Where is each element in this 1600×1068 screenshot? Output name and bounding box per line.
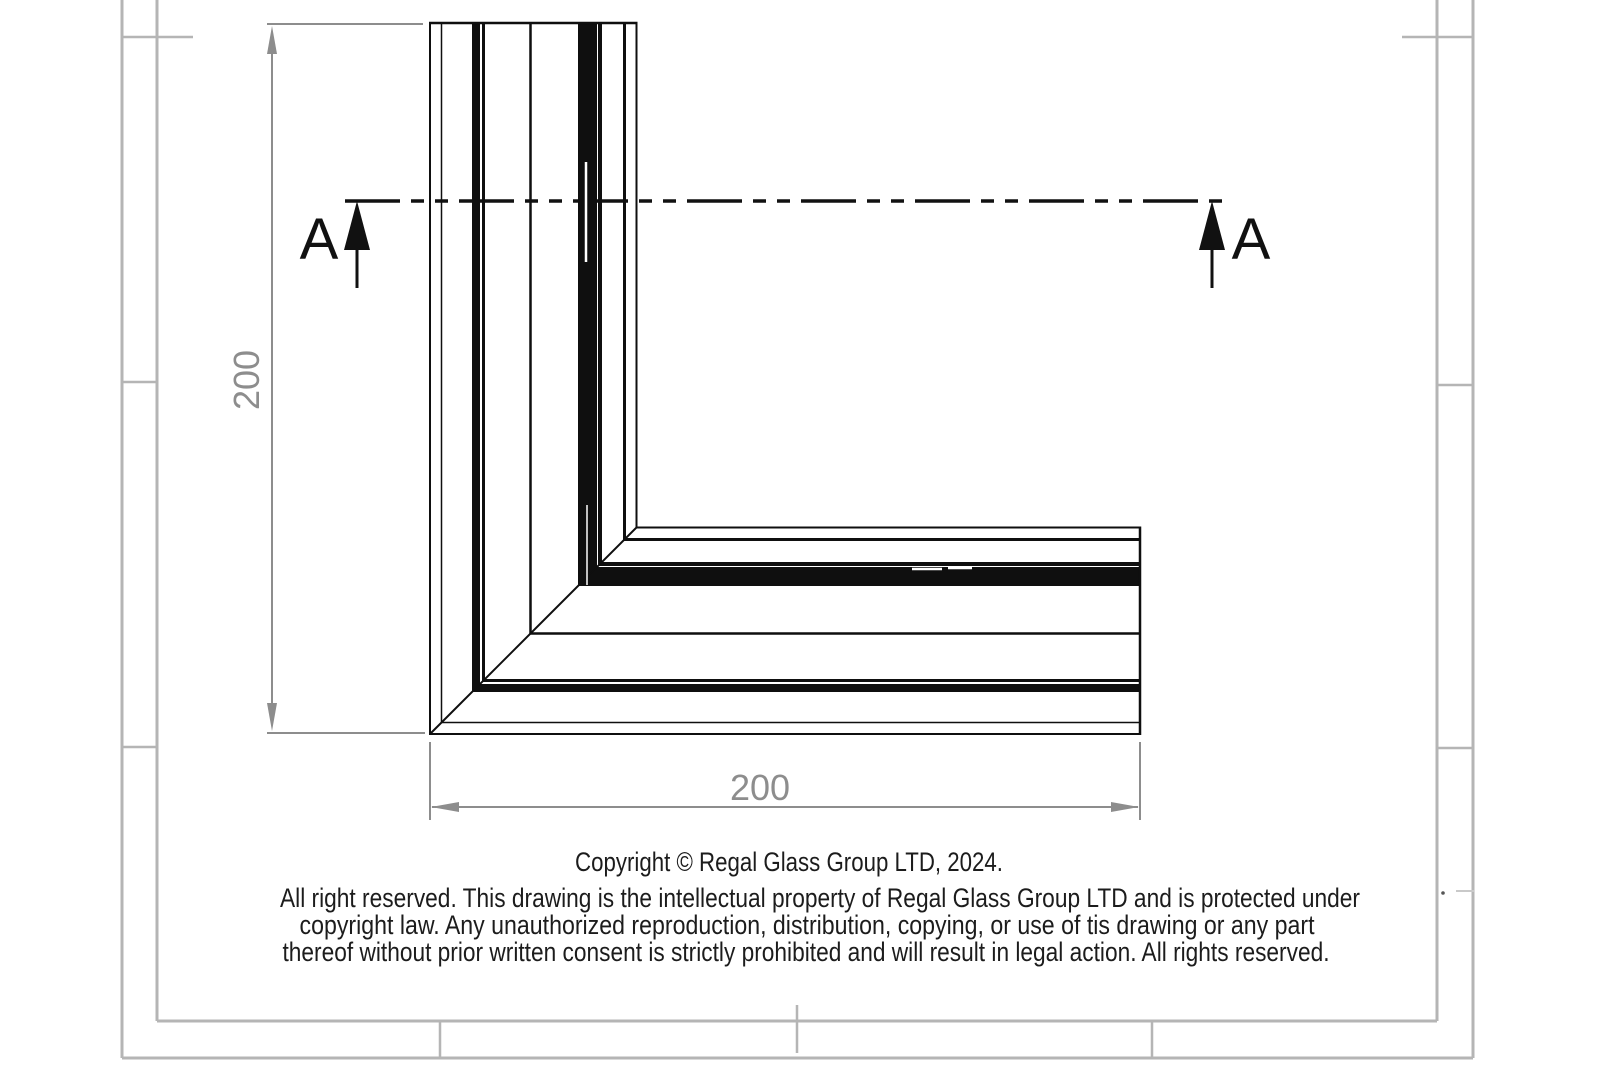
section-label: A (299, 207, 339, 272)
profile-contour-line (600, 23, 1140, 564)
miter-joint-line (430, 528, 637, 735)
section-marker-right (1199, 201, 1271, 288)
print-speck (1441, 891, 1445, 895)
copyright-line-4: thereof without prior written consent is strictly prohibited and will result in legal action. All rights reserved. (282, 937, 1330, 967)
dimension-arrow-down (267, 703, 277, 731)
section-arrow-head (344, 201, 370, 250)
vertical-dimension (226, 24, 425, 733)
dimension-arrow-right (1111, 802, 1139, 812)
section-label: A (1231, 207, 1271, 272)
section-arrow-head (1199, 201, 1225, 250)
section-marker-left (300, 201, 370, 288)
profile-contour-line (625, 23, 1141, 540)
copyright-line-3: copyright law. Any unauthorized reproduction, distribution, copying, or use of tis drawing or any part (299, 910, 1315, 940)
copyright-line-2: All right reserved. This drawing is the intellectual property of Regal Glass Group LTD and is protected under (280, 883, 1361, 913)
vertical-dimension-value: 200 (226, 349, 267, 411)
copyright-block (280, 847, 1360, 967)
dimension-arrow-left (431, 802, 459, 812)
horizontal-dimension-value: 200 (729, 767, 791, 808)
profile-gasket-band (588, 23, 1141, 577)
corner-profile-drawing (429, 23, 1140, 735)
dimension-arrow-up (267, 26, 277, 54)
copyright-line-1: Copyright © Regal Glass Group LTD, 2024. (575, 847, 1003, 877)
horizontal-dimension (430, 742, 1140, 820)
profile-contour-line (637, 23, 1141, 528)
